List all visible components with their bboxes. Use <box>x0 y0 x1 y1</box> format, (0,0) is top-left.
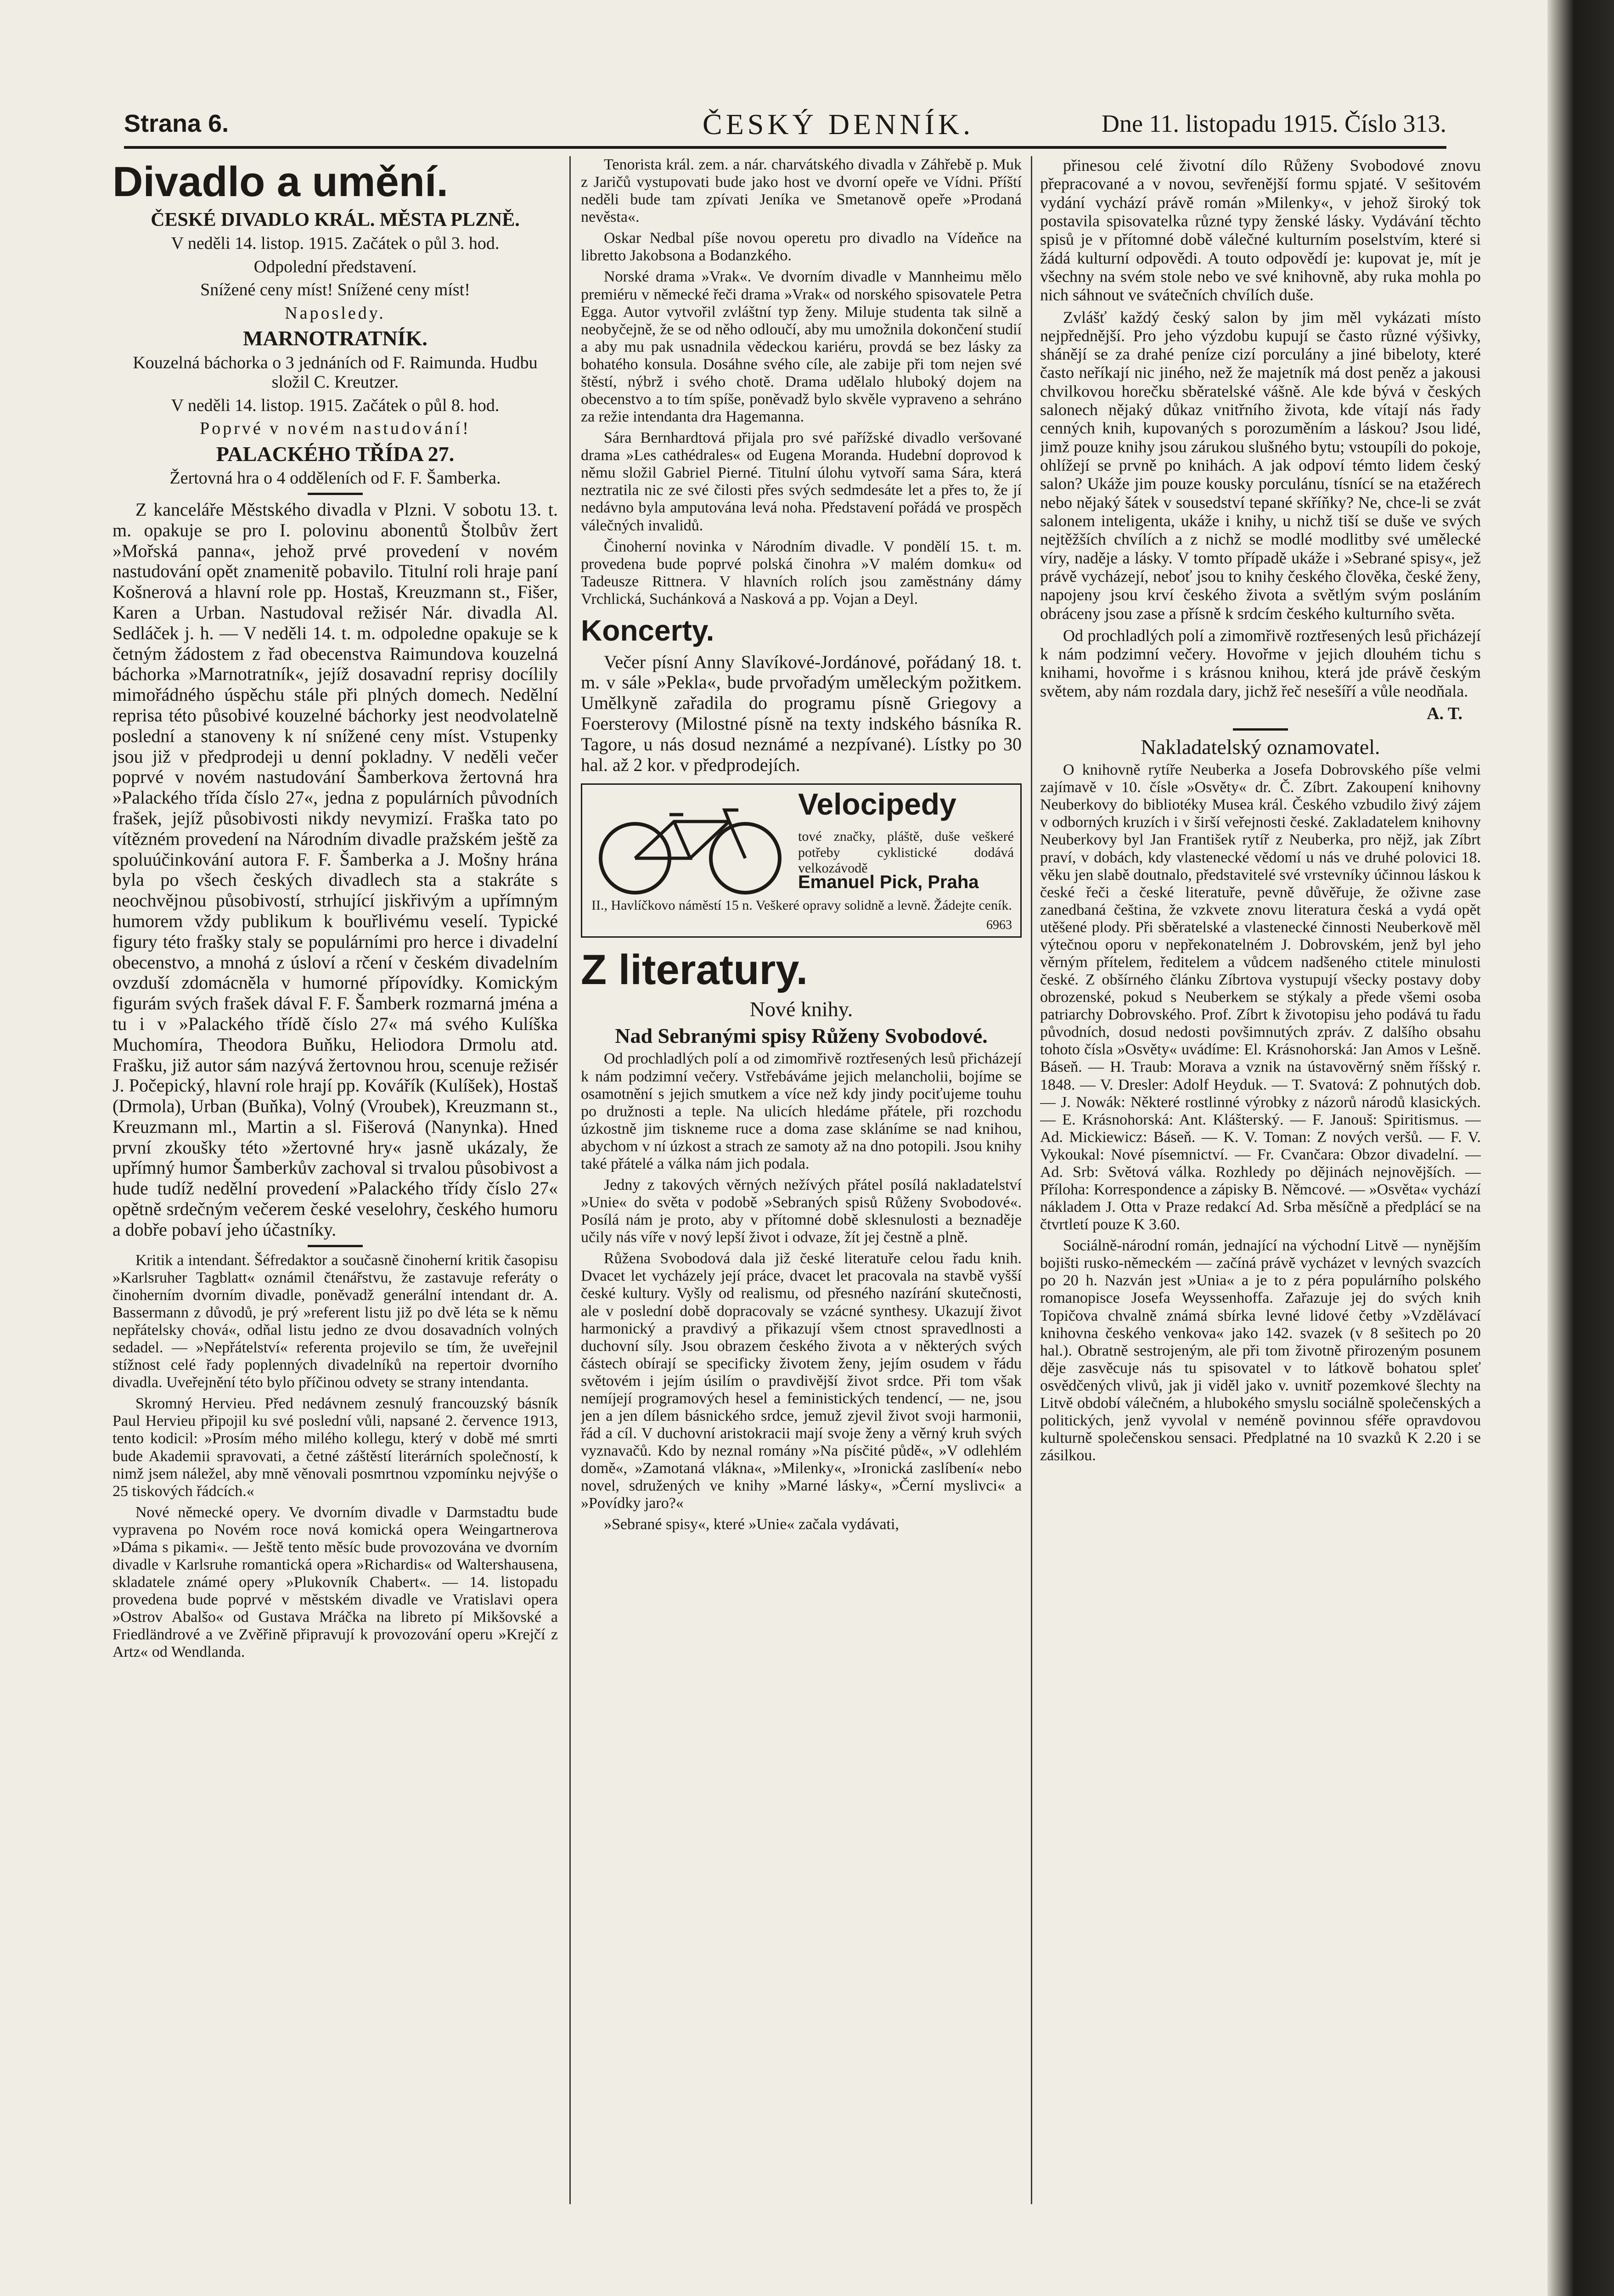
ad-number: 6963 <box>986 918 1012 933</box>
article-paragraph: Růžena Svobodová dala již české literatuře celou řadu knih. Dvacet let vycházely její práce, dvacet let pracovala na stavbě vyšší české kultury. Vyšly od realismu, od přesného nazírání skutečnosti, ale v poslední době dopracovaly se vzácné synthesy. Ukazují život harmonický a pravdivý a přikazují všem ctnost spravedlnosti a duchovní síly. Jsou obrazem českého života a v některých svých částech obírají se specificky životem ženy, jejím osudem v řádu světovém i jejím úsilím o pravdivější život srdce. Při tom však nemíjejí programových hesel a feministických tendencí, — ne, jsou jen a jen dílem básnického srdce, jemuž zjevil život svoji harmonii, řád a cíl. V duchovní aristokracii mají svoje ženy a věrný kruh svých vyznavačů. Kdo by neznal romány »Na písčité půdě«, »V odlehlém domě«, »Zamotaná vlákna«, »Milenky«, »Ironická zaslíbení« nebo novel, sdružených ve knihy »Marné lásky«, »Černí myslivci« a »Povídky jaro?« <box>581 1250 1022 1512</box>
program-line: Odpolední představení. <box>253 257 417 276</box>
article-headline: Nad Sebranými spisy Růženy Svobodové. <box>615 1024 988 1047</box>
article-paragraph: Činoherní novinka v Národním divadle. V pondělí 15. t. m. provedena bude poprvé polská činohra »V malém domku« od Tadeusze Rittnera. V hlavních rolích jsou zaměstnány dámy Vrchlická, Suchánková a Nasková a pp. Vojan a Deyl. <box>581 538 1022 608</box>
article-paragraph: Zvlášť každý český salon by jim měl vykázati místo nejpřednější. Pro jeho výzdobu kupují se často různé výšivky, shánějí se za drahé peníze cizí porculány a jiné bibeloty, které často neříkají nic jiného, než že majetník má dost peněz a jakousi chvilkovou horečku sběratelské vášně. Ale kde bývá v českých salonech nějaký důkaz vnitřního života, kde vítají nás řady cenných knih, kupovaných s porozuměním a láskou? Jsou lidé, jimž pouze knihy jsou zárukou slušného bytu; vstoupíli do pokoje, ohlížejí se prvně po knihách. A jak odpoví témto lidem český salon? Ukáže jim pouze kousky porculánu, tísnící se na etažérech nebo nějaký šátek v sousedství tepané skříňky? Ne, chce-li se zvát salonem inteligenta, ukáže i knihy, u nichž tiší se duše ve svých nejtěžších chvílích a z nichž se modlé modlitby své umělecké víry, naděje a lásky. V tomto případě ukáže i »Sebrané spisy«, jež právě vycházejí, neboť jsou to knihy českého člověka, české ženy, napojeny jsou krví českého života a světlým svým posláním obráceny jsou zase a přísně k srdcím českého kulturního světa. <box>1040 308 1481 623</box>
article-paragraph: Večer písní Anny Slavíkové-Jordánové, pořádaný 18. t. m. v sále »Pekla«, bude prvořadým uměleckým požitkem. Umělkyně zařadila do programu písně Griegovy a Foersterovy (Milostné písně na texty indského básníka R. Tagore, u nás dosud neznámé a nezpívané). Lístky po 30 hal. až 2 kor. v předprodejích. <box>581 651 1022 775</box>
column-divider-1 <box>569 156 571 2204</box>
article-paragraph: přinesou celé životní dílo Růženy Svobodové znovu přepracované a v novou, sevřenější formu spjaté. V sešitovém vydání vychází právě román »Milenky«, v jehož široký tok postavila spisovatelka různé typy ženské lásky. Vydávání těchto spisů je v přítomné době válečné kulturním poselstvím, které si žádá kulturní odpovědi. A touto odpovědí je: kupovat je, mít je všechny na svém stole nebo ve své knihovně, aby ruka mohla po nich sáhnout ve svátečních chvílích duše. <box>1040 156 1481 304</box>
program-line: Žertovná hra o 4 odděleních od F. F. Šamberka. <box>169 468 501 488</box>
section-title-literature: Z literatury. <box>581 946 808 994</box>
ad-firm: Emanuel Pick, Praha <box>798 872 979 893</box>
column-3 <box>1040 156 1481 2232</box>
article-paragraph: Z kanceláře Městského divadla v Plzni. V sobotu 13. t. m. opakuje se pro I. polovinu abonentů Štolbův žert »Mořská panna«, jehož prvé provedení v novém nastudování opět znamenitě pobavilo. Titulní roli hraje paní Košnerová a hlavní role pp. Hostaš, Kreuzmann st., Fišer, Karen a Urban. Nastudoval režisér Nár. divadla Al. Sedláček j. h. — V neděli 14. t. m. odpoledne opakuje se k četným žádostem z řad obecenstva Raimundova kouzelná báchorka »Marnotratník«, jejíž dosavadní reprisy docílily mimořádného úspěchu stále při plných domech. Nedělní reprisa této působivé kouzelné báchorky jest neodvolatelně poslední a stanoveny k ní snížené ceny míst. Vstupenky jsou již v předprodeji u denní pokladny. V neděli večer poprvé v novém nastudování Šamberkova žertovná hra »Palackého třída číslo 27«, jedna z populárních původních frašek, jejíž působivosti nikdy nevymizí. Fraška tato po vítězném provedení na Národním divadle pražském ještě za spoluúčinkování autora F. F. Šamberka a J. Mošny hrána byla po všech českých divadlech sta a stakráte s neochvějnou působivostí, strhující jiskřivým a upřímným humorem vždy publikum k bouřlivému veselí. Typické figury této frašky staly se populárními pro herce i divadelní obecenstvo, a mnohá z úsloví a rčení v českém divadelním ovzduší zdomácněla v humorné přípovídky. Komickým figurám svých frašek dával F. F. Šamberk rozmarná jména a tu i v »Palackého třídě číslo 27« má svého Kulíška Muchomíra, Theodora Buňku, Heliodora Drmolu atd. Frašku, již autor sám nazývá žertovnou hrou, scenuje režisér J. Počepický, hlavní role hrají pp. Kovářík (Kulíšek), Hostaš (Drmola), Urban (Buňka), Volný (Vroubek), Kreuzmann st., Kreuzmann ml., Martin a sl. Fišerová (Nanynka). Hned první zkoušky této »žertovné hry« jasně ukázaly, že upřímný humor Šamberkův zachoval si trvalou působivost a hude tudíž nedělní provedení »Palackého třídy číslo 27« opětně srdečným večerem české veselohry, českého humoru a dobře pobaví jeho účastníky. <box>112 499 558 1240</box>
separator <box>308 1245 363 1247</box>
article-paragraph: Sára Bernhardtová přijala pro své pařížské divadlo veršované drama »Les cathédrales« od Eugena Moranda. Hudební doprovod k němu složil Gabriel Pierné. Titulní úlohu vytvoří sama Sára, která neztratila nic ze své čilosti přes svých sedmdesáte let a přes to, že jí nedávno byla amputována levá noha. Představení pořádá ve prospěch válečných invalidů. <box>581 429 1022 534</box>
masthead-title: ČESKÝ DENNÍK. <box>703 108 974 141</box>
article-paragraph: Nové německé opery. Ve dvorním divadle v Darmstadtu bude vypravena po Novém roce nová komická opera Weingartnerova »Dáma s pikami«. — Ještě tento měsíc bude provozována ve dvorním divadle v Karlsruhe romantická opera »Richardis« od Waltershausena, skladatele známé opery »Plukovník Chabert«. — 14. listopadu provedena bude poprvé v městském divadle ve Vratislavi opera »Ostrov Abalšo« od Gustava Mráčka na libreto pí Mikšovské a Friedländrové a ve Zvěřině připravují k provozování operu »Krejčí z Artz« od Wendlanda. <box>112 1503 558 1661</box>
ad-text: tové značky, pláště, duše veškeré potřeby cyklistické dodává velkozávodě <box>798 829 1014 876</box>
play-title: PALACKÉHO TŘÍDA 27. <box>216 442 455 466</box>
program-line: V neděli 14. listop. 1915. Začátek o půl 8. hod. <box>171 395 500 415</box>
bicycle-icon <box>591 803 789 895</box>
article-paragraph: »Sebrané spisy«, které »Unie« začala vydávati, <box>604 1516 899 1533</box>
program-line: Naposledy. <box>285 303 386 323</box>
play-title: MARNOTRATNÍK. <box>243 326 427 350</box>
issue-date: Dne 11. listopadu 1915. Číslo 313. <box>1102 110 1446 137</box>
section-title-concerts: Koncerty. <box>581 613 714 647</box>
article-paragraph: Od prochladlých polí a od zimomřivě roztřesených lesů přicházejí k nám podzimní večery. Vstřebáváme jejich melancholii, bojíme se osamotnění s jejich smutkem a více než kdy jindy pociťujeme touhu po družnosti a teple. Na ulicích hledáme přátele, při rozchodu úzkostně jim tiskneme ruce a doma zase skláníme se nad knihou, abychom v ní úzkost a strach ze samoty až na dno potopili. Jsou knihy také přátelé a válka nám jich podala. <box>581 1050 1022 1172</box>
bicycle-advertisement <box>581 783 1022 938</box>
article-paragraph: O knihovně rytíře Neuberka a Josefa Dobrovského píše velmi zajímavě v 10. čísle »Osvěty« dr. Č. Zíbrt. Zakoupení knihovny Neuberkovy do bibliotéky Musea král. Českého vzbudilo živý zájem v odborných kruzích i v širší veřejnosti české. Zakladatelem knihovny Neuberkovy byl Jan František rytíř z Neuberka, pro nějž, jak Zíbrt praví, v dobách, kdy vlastenecké vědomí u nás ve druhé polovici 18. věku jen slabě doutnalo, představitelé své vrstevníky účinnou láskou k české řeči a české literatuře, pevně důvěřuje, že oživne zase zanedbaná čeština, že vzkvete znovu literatura česká a vydá opět utěšené plody. Při sběratelské a vlastenecké činnosti Neuberkově měl výtečnou oporu v nepřekonatelném J. Dobrovském, jenž byl jeho věrným přítelem, ředitelem a vůdcem nadšeného ctitele minulosti české. Z obšírného článku Zíbrtova vystupují všecky postavy doby obrozenské, pokud s Neuberkem se stýkaly a přede všemi osoba patriarchy Dobrovského. Prof. Zíbrt k životopisu jeho podává tu řadu původních, dosud nedosti povšimnutých zpráv. Z dalšího obsahu tohoto čísla »Osvěty« uvádíme: El. Krásnohorská: Jan Amos v Lešně. Báseň. — H. Traub: Morava a vznik na ústavověrný sněm říšský r. 1848. — V. Dresler: Adolf Heyduk. — T. Svatová: Z pohnutých dob. — J. Nowák: Některé rostlinné výrobky z názorů národů klasických. — E. Krásnohorská: Ant. Klášterský. — F. Janouš: Spiritismus. — Ad. Mickiewicz: Báseň. — K. V. Toman: Z nových veršů. — F. V. Vykoukal: Nové písemnictví. — Fr. Cvančara: Obzor divadelní. — Ad. Srb: Světová válka. Rozhledy po dějinách nejnovějších. — Příloha: Korrespondence a zápisky B. Němcové. — »Osvěta« vychází nákladem J. Otta v Praze redakcí Ad. Srba měsíčně a předplácí se na čtvrtletí pouze K 3.60. <box>1040 761 1481 1233</box>
program-line: V neděli 14. listop. 1915. Začátek o půl 3. hod. <box>171 234 500 253</box>
section-title-theatre: Divadlo a umění. <box>112 158 449 205</box>
theatre-name: ČESKÉ DIVADLO KRÁL. MĚSTA PLZNĚ. <box>151 209 520 231</box>
author-signature: A. T. <box>1427 704 1462 724</box>
separator <box>308 493 363 495</box>
page-number: Strana 6. <box>124 110 229 137</box>
article-paragraph: Oskar Nedbal píše novou operetu pro divadlo na Vídeňce na libretto Jakobsona a Bodanzkého. <box>581 230 1022 264</box>
ad-title: Velocipedy <box>798 787 956 822</box>
program-line: Poprvé v novém nastudování! <box>200 419 471 439</box>
article-paragraph: Kritik a intendant. Šéfredaktor a současně činoherní kritik časopisu »Karlsruher Tagblatt« oznámil čtenářstvu, že zastavuje referáty o činoherním dvorním divadle, poněvadž generální intendant dr. A. Bassermann z důvodů, je prý »referent listu již po dvě léta se k němu nepřátelsky chová«, odňal listu jedno ze dvou dosavadních volných sedadel. — »Nepřátelství« referenta projevilo se tím, že uveřejnil stížnost celé řady poplenných divadelníků na repertoir dvorního divadla. Uveřejnění této bylo příčinou odvety se strany intendanta. <box>112 1251 558 1391</box>
header-rule <box>124 146 1446 149</box>
column-2 <box>581 156 1022 2213</box>
article-paragraph: Tenorista král. zem. a nár. charvátského divadla v Záhřebě p. Muk z Jaričů vystupovati bude jako host ve dvorní opeře ve Vídni. Příští neděli bude tam zpívati Jeníka ve Smetanově opeře »Prodaná nevěsta«. <box>581 156 1022 226</box>
page-binding-shadow <box>1547 0 1614 2296</box>
program-line: Kouzelná báchorka o 3 jednáních od F. Raimunda. Hudbu složil C. Kreutzer. <box>133 353 538 392</box>
article-paragraph: Sociálně-národní román, jednající na východní Litvě — nynějším bojišti rusko-německém — začíná právě vycházet v levných svazcích po 20 h. Nazván jest »Unia« a je to z péra populárního polského romanopisce Josefa Weyssenhoffa. Zařazuje jej do svých knih Topičova chvalně známá sbírka levné lidové četby »Vzdělávací knihovna českého venkova« jako 142. svazek (v 8 sešitech po 20 hal.). Obratně sestrojeným, ale při tom životně přirozeným posunem děje zasvěcuje nás tu spisovatel v to látkově bohatou spleť osvědčených vlivů, jak ji viděl jako v. uvnitř pozemkové šlechty na Litvě období válečném, a hlubokého smyslu sociálně společenských a politických, jenž vyvolal v neméně povinnou sféře opravdovou kulturně společenskou sensaci. Předplatné na 10 svazků K 2.20 i se zásilkou. <box>1040 1237 1481 1464</box>
column-divider-2 <box>1031 156 1032 2204</box>
program-line: Snížené ceny míst! Snížené ceny míst! <box>200 280 470 300</box>
article-headline: Nakladatelský oznamovatel. <box>1141 735 1380 759</box>
article-paragraph: Jedny z takových věrných nežívých přátel posílá nakladatelství »Unie« do světa v podobě »Sebraných spisů Růženy Svobodové«. Posílá nám je proto, aby v přítomné době sklesnulosti a beznaděje učily nás víře v nový lepší život i odvaze, žít jej čestně a plně. <box>581 1176 1022 1246</box>
separator <box>1233 728 1288 731</box>
ad-address: II., Havlíčkovo náměstí 15 n. Veškeré opravy solidně a levně. Žádejte ceník. <box>591 898 1012 913</box>
article-paragraph: Skromný Hervieu. Před nedávnem zesnulý francouzský básník Paul Hervieu připojil ku své poslední vůli, napsané 2. července 1913, tento kodicil: »Prosím mého milého kollegu, který v době mé smrti bude Akademii spravovati, a četné záštěstí literárních společností, k nimž jsem náležel, aby mně věnovali posmrtnou vzpomínku nejvýše o 25 tiskových řádcích.« <box>112 1395 558 1500</box>
article-paragraph: Od prochladlých polí a zimomřivě roztřesených lesů přicházejí k nám podzimní večery. Hovořme v jejich dlouhém tichu s knihami, hovořme i s krásnou knihou, která jde právě českým světem, aby nám rozdala dary, jichž řeč nesešíří a vůle neodňala. <box>1040 626 1481 700</box>
column-1 <box>112 156 558 2250</box>
page-header <box>124 109 1446 146</box>
subsection-title: Nové knihy. <box>749 997 853 1021</box>
article-paragraph: Norské drama »Vrak«. Ve dvorním divadle v Mannheimu mělo premiéru v německé řeči drama »Vrak« od norského spisovatele Petra Egga. Autor vytvořil zvláštní typ ženy. Miluje studenta tak silně a neobyčejně, že se od něho odloučí, aby mu umožnila dokončení studií a aby mu pak usnadnila vědeckou kariéru, provdá se bez lásky za bohatého konsula. Dosáhne svého cíle, ale zabije při tom nejen své štěstí, nýbrž i svého chotě. Drama udělalo hluboký dojem na obecenstvo a to tím spíše, poněvadž bylo skvěle vypraveno a sehráno za režie intendanta dra Hagemanna. <box>581 268 1022 426</box>
